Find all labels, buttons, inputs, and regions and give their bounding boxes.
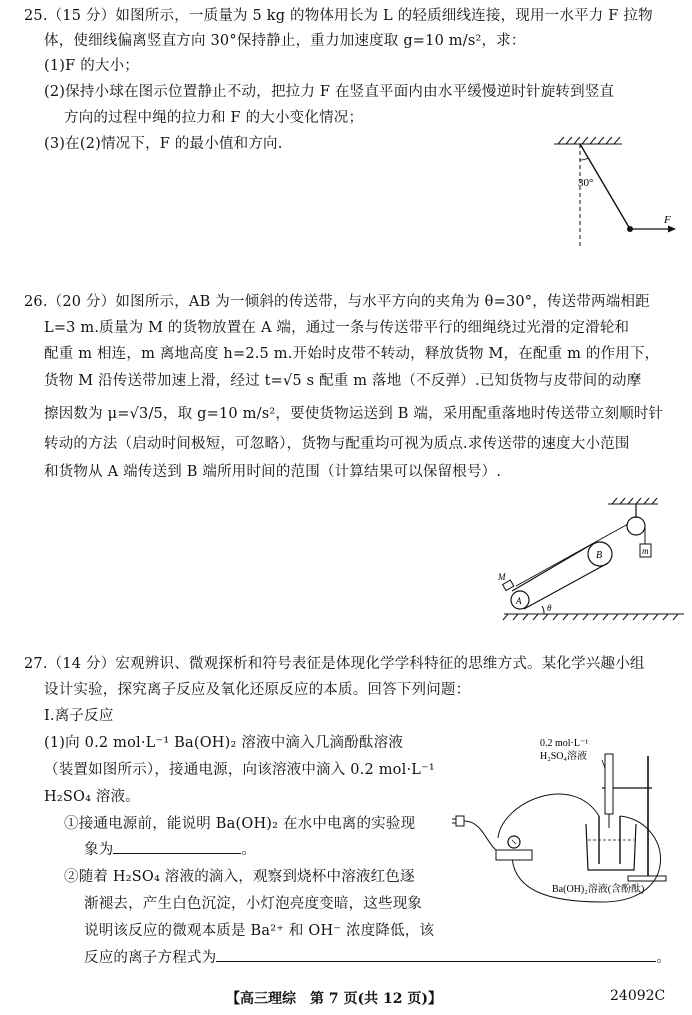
power-switch-base xyxy=(496,850,532,860)
top-ceiling-hatch xyxy=(608,498,658,504)
theta-arc xyxy=(542,606,544,614)
roller-B-label: B xyxy=(596,550,603,561)
q26-line-5: 擦因数为 μ=√3/5，取 g=10 m/s²，要使货物运送到 B 端，采用配重落地时传送带立刻顺时针 xyxy=(44,406,664,422)
pulley xyxy=(627,517,645,535)
q26-line-2: L=3 m.质量为 M 的货物放置在 A 端，通过一条与传送带平行的细绳绕过光滑的定滑轮和 xyxy=(44,320,630,336)
ceiling-hatch xyxy=(554,137,622,144)
burette xyxy=(605,754,613,814)
q27-line-8-end: 。 xyxy=(241,842,257,858)
ground-hatch xyxy=(503,614,678,620)
q27-line-1: 27.（14 分）宏观辨识、微观探析和符号表征是体现化学学科特征的思维方式。某化学兴趣小组 xyxy=(24,656,645,672)
theta-label: θ xyxy=(547,603,552,613)
angle-arc xyxy=(580,158,588,160)
q27-line-12-end: 。 xyxy=(656,950,672,966)
page-footer: 【高三理综 第 7 页(共 12 页)】 xyxy=(226,991,442,1007)
q27-line-3: Ⅰ.离子反应 xyxy=(44,708,114,724)
q25-figure xyxy=(548,134,688,250)
q27-line-9: ②随着 H₂SO₄ 溶液的滴入，观察到烧杯中溶液红色逐 xyxy=(64,869,415,885)
q26-line-7: 和货物从 A 端传送到 B 端所用时间的范围（计算结果可以保留根号）. xyxy=(44,464,502,480)
power-plug-icon xyxy=(452,816,496,850)
q27-line-10: 渐褪去，产生白色沉淀，小灯泡亮度变暗，这些现象 xyxy=(84,896,423,912)
roller-A-label: A xyxy=(516,596,522,606)
q26-line-6: 转动的方法（启动时间极短，可忽略），货物与配重均可视为质点.求传送带的速度大小范围 xyxy=(44,436,630,452)
stand-base xyxy=(628,876,666,881)
q27-line-8-text: 象为 xyxy=(84,842,114,858)
beaker-label: Ba(OH)₂溶液(含酚酞) xyxy=(552,884,645,895)
q27-figure xyxy=(452,732,688,912)
beaker xyxy=(586,824,636,870)
acid-label-2: H₂SO₄溶液 xyxy=(540,751,587,762)
answer-blank-2[interactable] xyxy=(216,961,656,962)
q27-line-12 xyxy=(84,948,671,968)
q26-line-3: 配重 m 相连，m 离地高度 h=2.5 m.开始时皮带不转动，释放货物 M，在配重 m 的作用下， xyxy=(44,346,660,362)
q27-line-5: （装置如图所示），接通电源，向该溶液中滴入 0.2 mol·L⁻¹ xyxy=(44,762,435,778)
q27-line-12-text: 反应的离子方程式为 xyxy=(84,950,217,966)
angle-label: 30° xyxy=(578,177,594,189)
cargo-M-label: M xyxy=(498,572,506,582)
q25-line-2: 体，使细线偏离竖直方向 30°保持静止，重力加速度取 g=10 m/s²，求： xyxy=(44,33,526,49)
q27-line-11: 说明该反应的微观本质是 Ba²⁺ 和 OH⁻ 浓度降低，该 xyxy=(84,923,435,939)
q25-line-5: 方向的过程中绳的拉力和 F 的大小变化情况； xyxy=(64,110,364,126)
q26-line-4: 货物 M 沿传送带加速上滑，经过 t=√5 s 配重 m 落地（不反弹）.已知货物与皮带间的动摩 xyxy=(44,373,642,389)
paper-code: 24092C xyxy=(610,988,666,1004)
q27-line-7: ①接通电源前，能说明 Ba(OH)₂ 在水中电离的实验现 xyxy=(64,816,416,832)
force-label: F xyxy=(664,214,671,226)
q25-line-1: 25.（15 分）如图所示，一质量为 5 kg 的物体用长为 L 的轻质细线连接，现用一水平力 F 拉物 xyxy=(24,8,653,24)
force-arrow-head xyxy=(668,226,676,233)
q27-line-4: (1)向 0.2 mol·L⁻¹ Ba(OH)₂ 溶液中滴入几滴酚酞溶液 xyxy=(44,735,404,751)
q26-line-1: 26.（20 分）如图所示，AB 为一倾斜的传送带，与水平方向的夹角为 θ=30°，传送带两端相距 xyxy=(24,294,650,310)
q25-line-4: (2)保持小球在图示位置静止不动，把拉力 F 在竖直平面内由水平缓慢逆时针旋转到竖直 xyxy=(44,84,615,100)
counterweight-label: m xyxy=(642,546,649,556)
q26-figure xyxy=(490,496,686,624)
q27-line-6: H₂SO₄ 溶液。 xyxy=(44,789,141,805)
q25-line-3: (1)F 的大小； xyxy=(44,58,140,74)
acid-label-1: 0.2 mol·L⁻¹ xyxy=(540,738,589,749)
belt-bottom xyxy=(524,563,608,609)
q27-line-2: 设计实验，探究离子反应及氧化还原反应的本质。回答下列问题： xyxy=(44,682,471,698)
rope-to-pulley xyxy=(516,524,628,586)
q27-line-8 xyxy=(84,840,256,860)
answer-blank-1[interactable] xyxy=(113,853,241,854)
q25-line-6: (3)在(2)情况下，F 的最小值和方向. xyxy=(44,136,283,152)
